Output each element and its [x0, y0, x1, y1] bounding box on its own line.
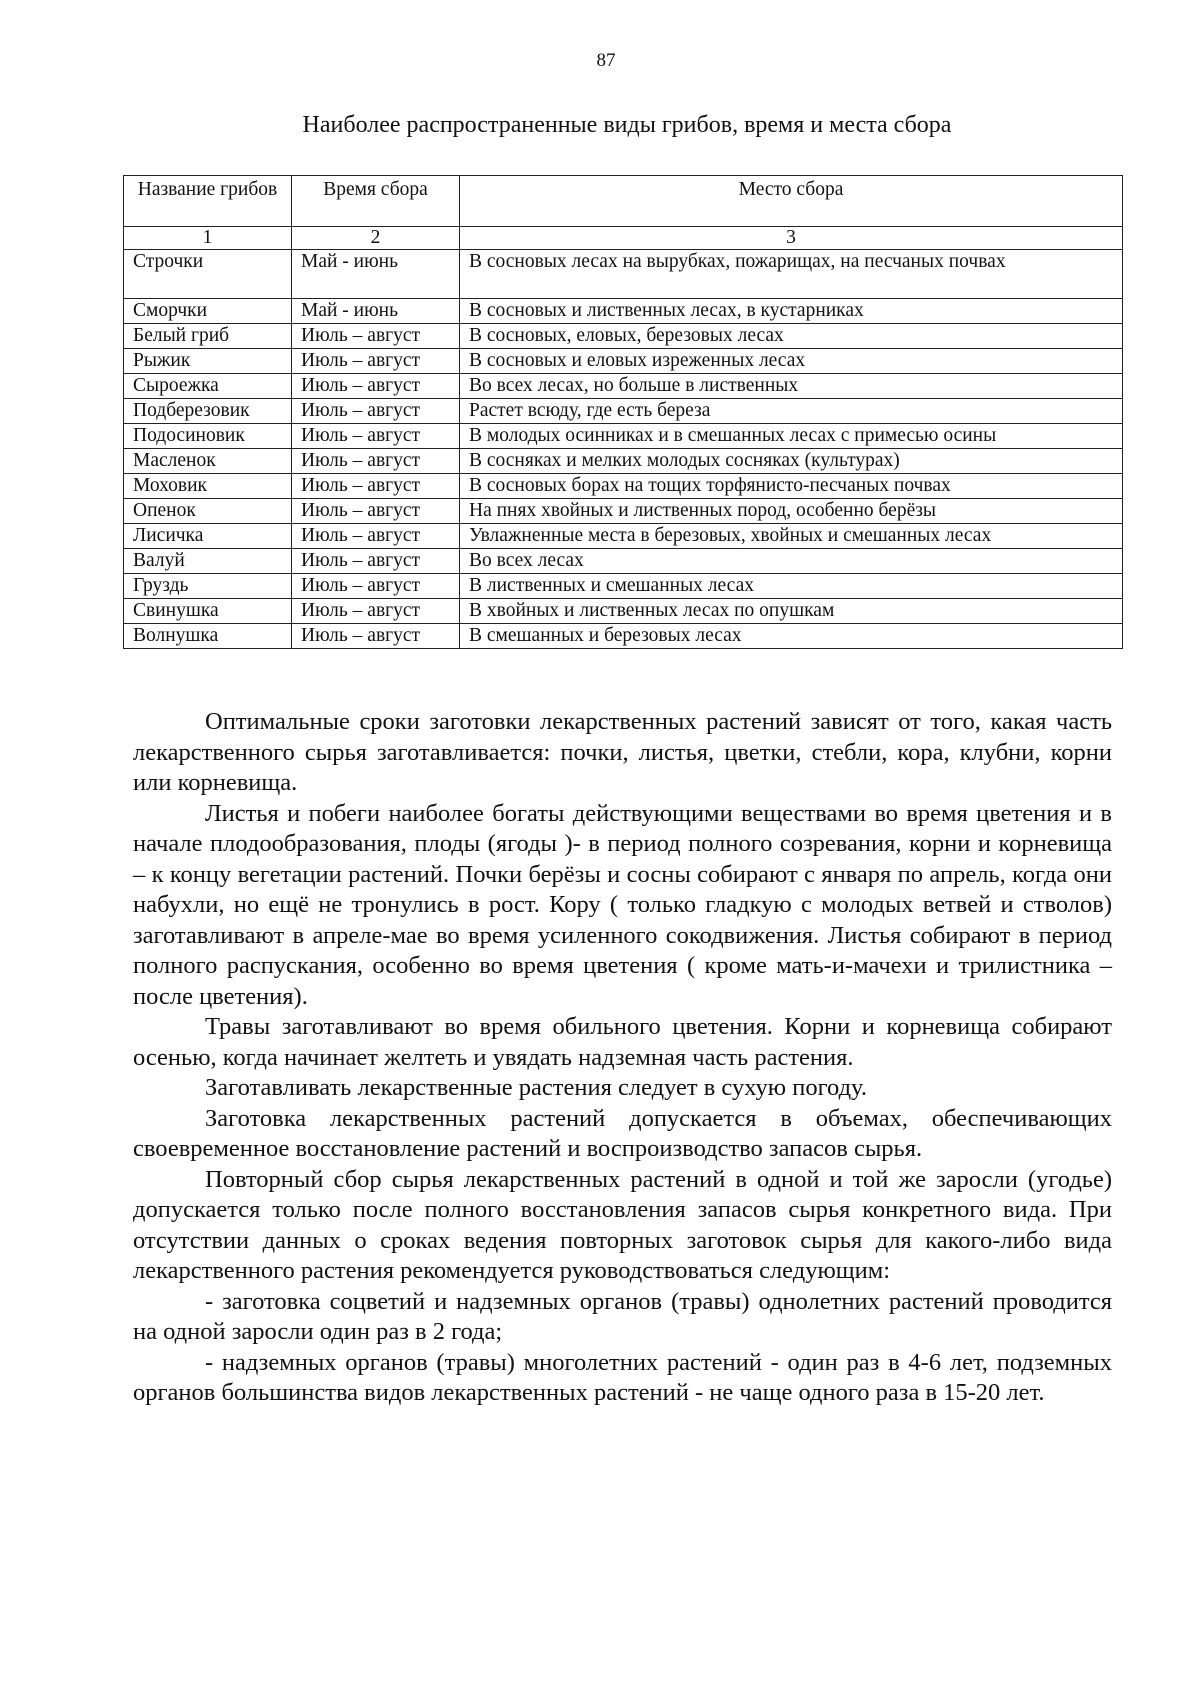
- table-row: [124, 599, 1123, 624]
- paragraph: Заготавливать лекарственные растения следует в сухую погоду.: [205, 1074, 867, 1101]
- cell-mushroom-name: Опенок: [124, 499, 292, 524]
- cell-mushroom-name: Моховик: [124, 474, 292, 499]
- page-title: Наиболее распространенные виды грибов, время и места сбора: [302, 112, 952, 138]
- cell-collection-place: В сосновых и еловых изреженных лесах: [460, 349, 1123, 374]
- table-row: [124, 399, 1123, 424]
- table-row: [124, 299, 1123, 324]
- cell-collection-time: Июль – август: [292, 624, 460, 649]
- paragraph: Листья и побеги наиболее богаты действующими веществами во время цветения и в начале плодообразования, плоды (ягоды )- в период полного созревания, корни и корневища – к концу вегетации растений. Почки берёзы и сосны собирают с января по апрель, когда они набухли, но ещё не тронулись в рост. Кору ( только гладкую с молодых ветвей и стволов) заготавливают в апреле-мае во время усиленного сокодвижения. Листья собирают в период полного распускания, особенно во время цветения ( кроме мать-и-мачехи и трилистника – после цветения).: [133, 799, 1112, 1010]
- cell-collection-place: На пнях хвойных и лиственных пород, особенно берёзы: [460, 499, 1123, 524]
- body-text: [133, 707, 1112, 1409]
- cell-mushroom-name: Валуй: [124, 549, 292, 574]
- cell-collection-time: Май - июнь: [292, 250, 460, 299]
- cell-collection-place: В сосновых и лиственных лесах, в кустарниках: [460, 299, 1123, 324]
- table-row: [124, 349, 1123, 374]
- cell-collection-place: Растет всюду, где есть береза: [460, 399, 1123, 424]
- cell-collection-place: В смешанных и березовых лесах: [460, 624, 1123, 649]
- paragraph: - надземных органов (травы) многолетних растений - один раз в 4-6 лет, подземных органов большинства видов лекарственных растений - не чаще одного раза в 15-20 лет.: [133, 1348, 1112, 1406]
- table-row: [124, 549, 1123, 574]
- cell-collection-place: Во всех лесах: [460, 549, 1123, 574]
- table-row: [124, 449, 1123, 474]
- cell-mushroom-name: Сыроежка: [124, 374, 292, 399]
- cell-mushroom-name: Подберезовик: [124, 399, 292, 424]
- table-row: [124, 574, 1123, 599]
- cell-collection-place: В хвойных и лиственных лесах по опушкам: [460, 599, 1123, 624]
- cell-collection-place: В сосновых, еловых, березовых лесах: [460, 324, 1123, 349]
- cell-collection-place: В лиственных и смешанных лесах: [460, 574, 1123, 599]
- cell-mushroom-name: Подосиновик: [124, 424, 292, 449]
- cell-collection-time: Июль – август: [292, 549, 460, 574]
- paragraph: Повторный сбор сырья лекарственных растений в одной и той же заросли (угодье) допускается только после полного восстановления запасов сырья конкретного вида. При отсутствии данных о сроках ведения повторных заготовок сырья для какого-либо вида лекарственного растения рекомендуется руководствоваться следующим:: [133, 1165, 1112, 1284]
- table-row: [124, 524, 1123, 549]
- cell-collection-time: Июль – август: [292, 449, 460, 474]
- page-number: 87: [596, 50, 616, 71]
- table-row: [124, 374, 1123, 399]
- paragraph: Оптимальные сроки заготовки лекарственных растений зависят от того, какая часть лекарственного сырья заготавливается: почки, листья, цветки, стебли, кора, клубни, корни или корневища.: [133, 708, 1112, 796]
- header-time: Время сбора: [292, 176, 460, 227]
- cell-collection-time: Июль – август: [292, 599, 460, 624]
- cell-collection-time: Июль – август: [292, 324, 460, 349]
- column-number: 3: [460, 227, 1123, 250]
- cell-mushroom-name: Рыжик: [124, 349, 292, 374]
- cell-mushroom-name: Строчки: [124, 250, 292, 299]
- cell-mushroom-name: Белый гриб: [124, 324, 292, 349]
- cell-mushroom-name: Лисичка: [124, 524, 292, 549]
- cell-collection-place: В сосновых борах на тощих торфянисто-песчаных почвах: [460, 474, 1123, 499]
- paragraph: - заготовка соцветий и надземных органов (травы) однолетних растений проводится на одной заросли один раз в 2 года;: [133, 1287, 1112, 1345]
- cell-collection-place: Увлажненные места в березовых, хвойных и смешанных лесах: [460, 524, 1123, 549]
- cell-collection-time: Июль – август: [292, 399, 460, 424]
- cell-mushroom-name: Волнушка: [124, 624, 292, 649]
- cell-collection-time: Июль – август: [292, 574, 460, 599]
- cell-collection-time: Июль – август: [292, 374, 460, 399]
- cell-mushroom-name: Сморчки: [124, 299, 292, 324]
- cell-collection-time: Май - июнь: [292, 299, 460, 324]
- cell-mushroom-name: Свинушка: [124, 599, 292, 624]
- paragraph: Травы заготавливают во время обильного цветения. Корни и корневища собирают осенью, когда начинает желтеть и увядать надземная часть растения.: [133, 1013, 1112, 1071]
- table-column-numbers-row: [124, 227, 1123, 250]
- mushroom-table: [123, 175, 1123, 649]
- cell-collection-time: Июль – август: [292, 349, 460, 374]
- table-row: [124, 250, 1123, 299]
- cell-collection-time: Июль – август: [292, 474, 460, 499]
- cell-mushroom-name: Масленок: [124, 449, 292, 474]
- table-row: [124, 499, 1123, 524]
- cell-mushroom-name: Груздь: [124, 574, 292, 599]
- column-number: 2: [292, 227, 460, 250]
- table-row: [124, 474, 1123, 499]
- table-row: [124, 624, 1123, 649]
- cell-collection-time: Июль – август: [292, 424, 460, 449]
- header-name: Название грибов: [124, 176, 292, 227]
- cell-collection-place: В сосняках и мелких молодых сосняках (культурах): [460, 449, 1123, 474]
- cell-collection-time: Июль – август: [292, 524, 460, 549]
- cell-collection-place: В молодых осинниках и в смешанных лесах с примесью осины: [460, 424, 1123, 449]
- paragraph: Заготовка лекарственных растений допускается в объемах, обеспечивающих своевременное восстановление растений и воспроизводство запасов сырья.: [133, 1104, 1112, 1162]
- table-header-row: [124, 176, 1123, 227]
- column-number: 1: [124, 227, 292, 250]
- cell-collection-place: Во всех лесах, но больше в лиственных: [460, 374, 1123, 399]
- cell-collection-place: В сосновых лесах на вырубках, пожарищах, на песчаных почвах: [460, 250, 1123, 299]
- header-place: Место сбора: [460, 176, 1123, 227]
- table-row: [124, 424, 1123, 449]
- cell-collection-time: Июль – август: [292, 499, 460, 524]
- table-row: [124, 324, 1123, 349]
